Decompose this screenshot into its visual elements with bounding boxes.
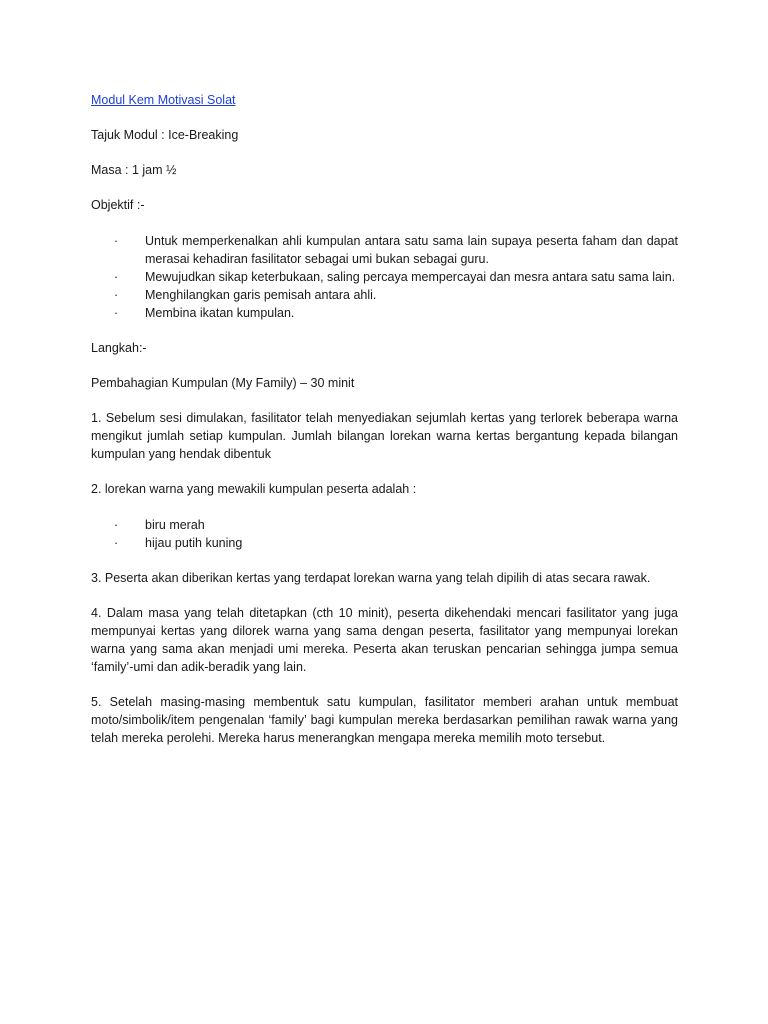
step-5-paragraph: 5. Setelah masing-masing membentuk satu kumpulan, fasilitator memberi arahan untuk membuat moto/simbolik/item pengenalan ‘family’ bagi kumpulan mereka berdasarkan pemilihan rawak warna yang telah mereka perolehi. Mereka harus menerangkan mengapa mereka memilih moto tersebut.: [91, 695, 678, 745]
bullet-icon: ·: [114, 270, 119, 284]
module-topic: Tajuk Modul : Ice-Breaking: [91, 128, 239, 142]
list-item: · hijau putih kuning: [114, 536, 243, 550]
bullet-icon: ·: [114, 536, 119, 550]
module-title-link[interactable]: Modul Kem Motivasi Solat: [91, 93, 236, 107]
step-1-paragraph: 1. Sebelum sesi dimulakan, fasilitator telah menyediakan sejumlah kertas yang terlorek beberapa warna mengikut jumlah setiap kumpulan. Jumlah bilangan lorekan warna kertas bergantung kepada bilangan kumpulan yang hendak dibentuk: [91, 411, 678, 461]
group-division-heading: Pembahagian Kumpulan (My Family) – 30 minit: [91, 376, 355, 390]
list-item: · biru merah: [114, 518, 205, 532]
steps-heading: Langkah:-: [91, 341, 147, 355]
list-item: · Mewujudkan sikap keterbukaan, saling percaya mempercayai dan mesra antara satu sama lain.: [114, 270, 676, 284]
step-3-paragraph: 3. Peserta akan diberikan kertas yang terdapat lorekan warna yang telah dipilih di atas secara rawak.: [91, 571, 651, 585]
bullet-icon: ·: [114, 288, 119, 302]
objectives-heading: Objektif :-: [91, 198, 145, 212]
color-list: [91, 516, 678, 552]
list-item: · Membina ikatan kumpulan.: [114, 306, 295, 320]
step-4-paragraph: 4. Dalam masa yang telah ditetapkan (cth 10 minit), peserta dikehendaki mencari fasilitator yang juga mempunyai kertas yang dilorek warna yang sama dengan peserta, fasilitator yang mempunyai lorekan warna yang sama akan menjadi umi mereka. Peserta akan teruskan pencarian sehingga jumpa semua ‘family’-umi dan adik-beradik yang lain.: [91, 606, 678, 674]
list-item: · Menghilangkan garis pemisah antara ahli.: [114, 288, 377, 302]
bullet-icon: ·: [114, 518, 119, 532]
module-duration: Masa : 1 jam ½: [91, 163, 177, 177]
bullet-icon: ·: [114, 234, 119, 248]
bullet-icon: ·: [114, 306, 119, 320]
objectives-list: [91, 232, 678, 322]
list-item: · Untuk memperkenalkan ahli kumpulan antara satu sama lain supaya peserta faham dan dapat merasai kehadiran fasilitator sebagai umi bukan sebagai guru.: [114, 234, 678, 266]
step-2-paragraph: 2. lorekan warna yang mewakili kumpulan peserta adalah :: [91, 482, 417, 496]
